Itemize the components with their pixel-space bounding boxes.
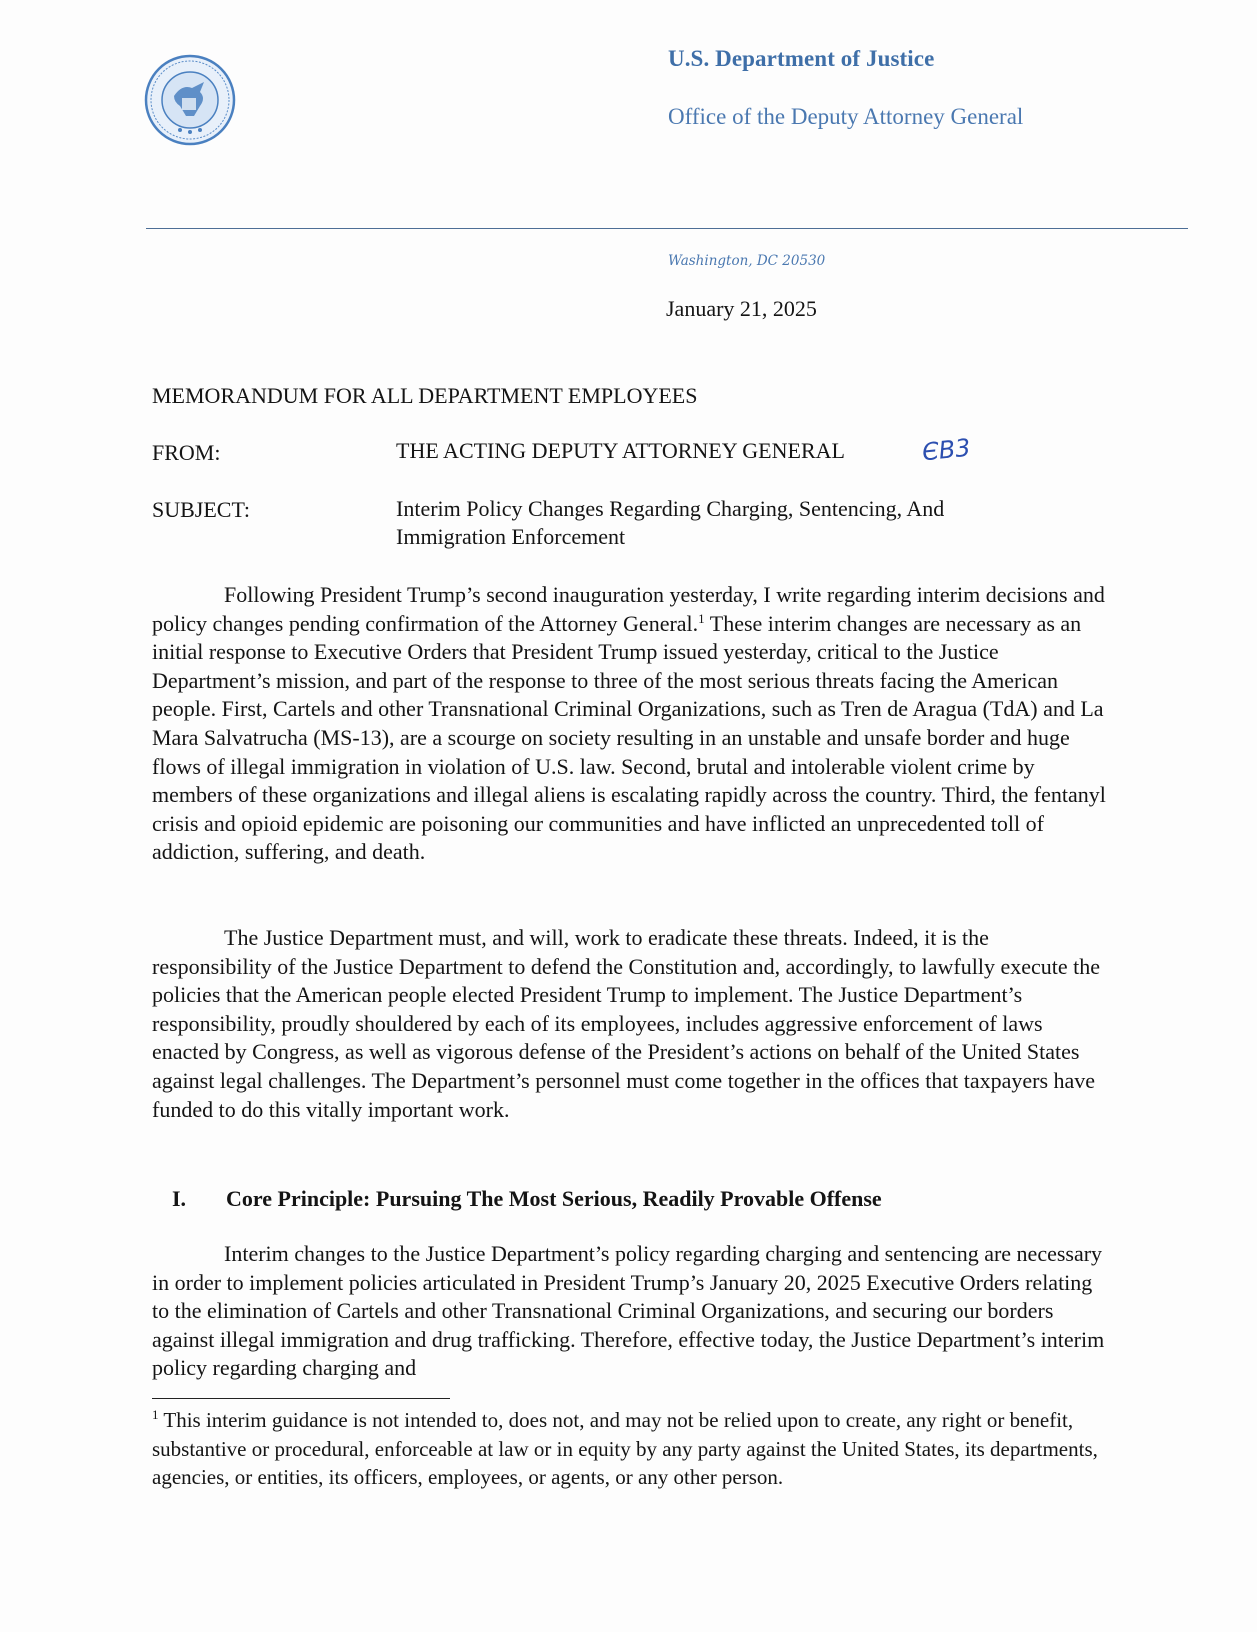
section-number: I. [172,1186,187,1211]
footnote-text: This interim guidance is not intended to, does not, and may not be relied upon to create, any right or benefit, substantive or procedural, enforceable at law or in equity by any party against the United States, its departments, agencies, or entities, its officers, employees, or agents, or any other person. [152,1408,1098,1490]
agency-name: U.S. Department of Justice [668,46,935,71]
subject-label: SUBJECT: [152,497,250,522]
subject-line-1: Interim Policy Changes Regarding Charging, Sentencing, And [396,496,945,521]
memo-date: January 21, 2025 [666,296,817,321]
footnote-marker: 1 [152,1407,159,1422]
office-address: Washington, DC 20530 [668,253,826,269]
paragraph-core-principle: Interim changes to the Justice Department’s policy regarding charging and sentencing are necessary in order to implement policies articulated in President Trump’s January 20, 2025 Executive Orders relating to the elimination of Cartels and other Transnational Criminal Organizations, and securing our borders against illegal immigration and drug trafficking. Therefore, effective today, the Justice Department’s interim policy regarding charging and [152,1241,1105,1381]
section-heading [172,1186,882,1212]
footnote [152,1406,1112,1492]
paragraph-intro-text-b: These interim changes are necessary as an initial response to Executive Orders that President Trump issued yesterday, critical to the Justice Department’s mission, and part of the response to three of the most serious threats facing the American people. First, Cartels and other Transnational Criminal Organizations, such as Tren de Aragua (TdA) and La Mara Salvatrucha (MS-13), are a scourge on society resulting in an unstable and unsafe border and huge flows of illegal immigration in violation of U.S. law. Second, brutal and intolerable violent crime by members of these organizations and illegal aliens is escalating rapidly across the country. Third, the fentanyl crisis and opioid epidemic are poisoning our communities and have inflicted an unprecedented toll of addiction, suffering, and death. [152,610,1106,865]
from-label: FROM: [152,440,221,465]
subject-value [396,495,944,551]
paragraph-intro [152,581,1112,867]
doj-seal-icon [144,54,236,146]
letterhead-divider [146,228,1188,229]
memo-addressee: MEMORANDUM FOR ALL DEPARTMENT EMPLOYEES [152,383,698,408]
footnote-divider [152,1398,450,1399]
subject-line-2: Immigration Enforcement [396,524,626,549]
paragraph-intro-text-a: Following President Trump’s second inauguration yesterday, I write regarding interim decisions and policy changes pending confirmation of the Attorney General. [152,582,1105,636]
handwritten-initials: ЄB3 [920,433,972,467]
office-name: Office of the Deputy Attorney General [668,104,1024,129]
section-title: Core Principle: Pursuing The Most Serious, Readily Provable Offense [226,1186,882,1211]
from-value: THE ACTING DEPUTY ATTORNEY GENERAL [396,438,845,463]
footnote-reference: 1 [698,610,705,626]
paragraph-mission: The Justice Department must, and will, work to eradicate these threats. Indeed, it is the responsibility of the Justice Department to defend the Constitution and, accordingly, to lawfully execute the policies that the American people elected President Trump to implement. The Justice Department’s responsibility, proudly shouldered by each of its employees, includes aggressive enforcement of laws enacted by Congress, as well as vigorous defense of the President’s actions on behalf of the United States against legal challenges. The Department’s personnel must come together in the offices that taxpayers have funded to do this vitally important work. [152,925,1100,1122]
